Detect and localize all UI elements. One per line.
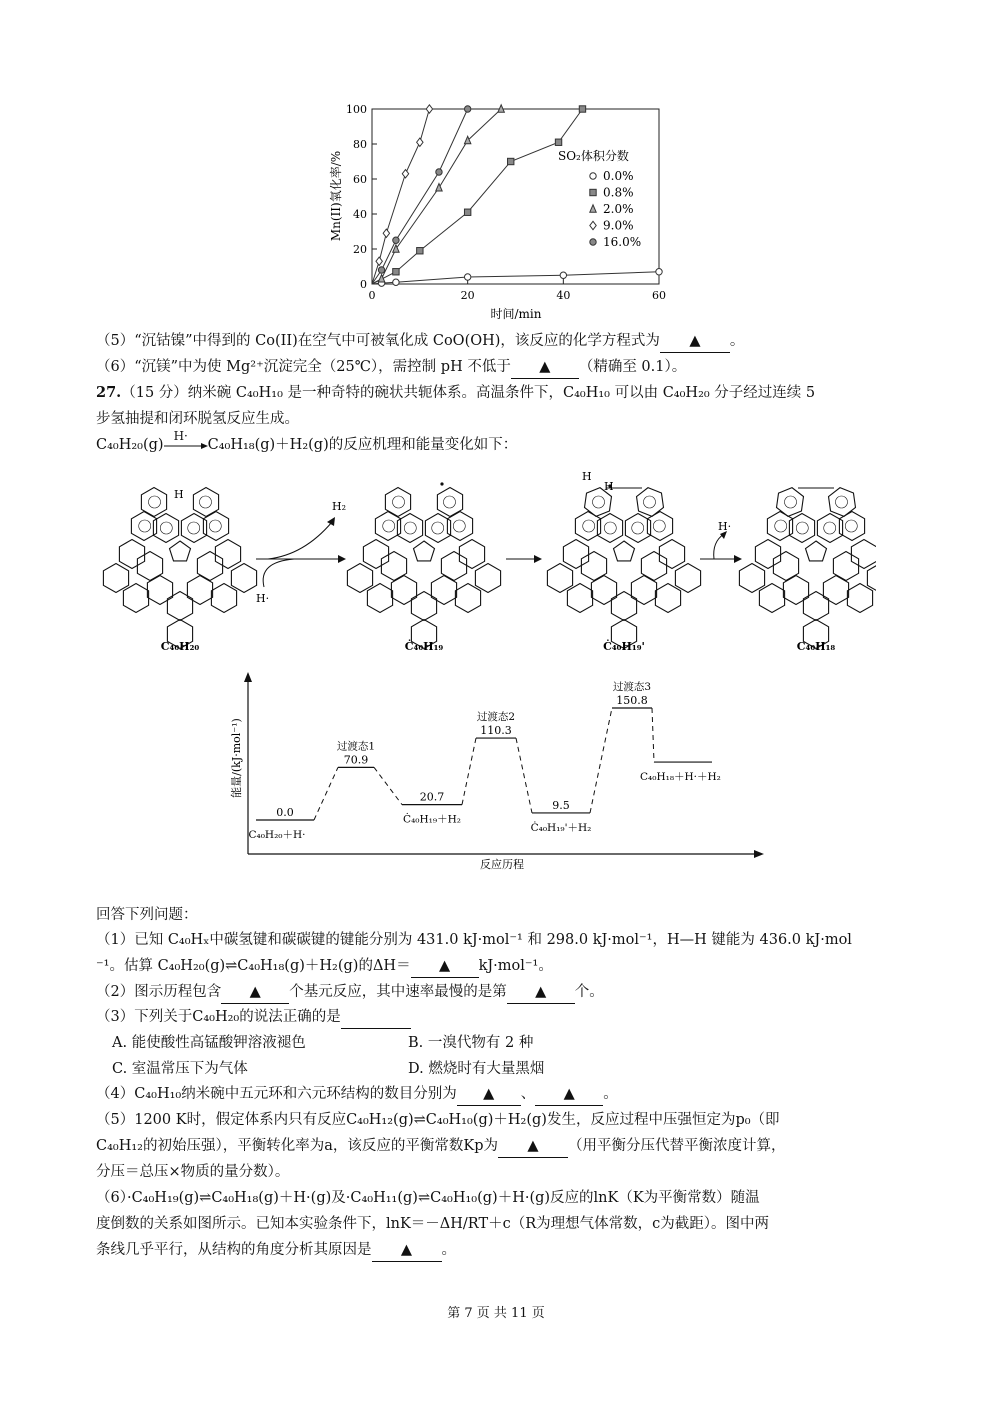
series-line (372, 272, 659, 284)
molecule-structure (739, 486, 876, 649)
energy-label: 过渡态1 (336, 740, 376, 753)
sub-q6-end: 。 (441, 1242, 456, 1258)
sub-q5-line2 (96, 1135, 786, 1158)
energy-label: Ċ₄₀H₁₉'＋H₂ (530, 821, 592, 834)
option-b[interactable]: B. 一溴代物有 2 种 (408, 1035, 534, 1051)
data-point (393, 237, 399, 243)
oxidation-chart (320, 96, 680, 324)
option-d[interactable]: D. 燃烧时有大量黑烟 (408, 1061, 545, 1077)
page-footer: 第 7 页 共 11 页 (447, 1306, 545, 1321)
answer-blank-empty[interactable] (341, 1006, 411, 1029)
energy-diagram (226, 668, 772, 874)
hdot-in-label: H· (256, 592, 270, 605)
legend-entry: 9.0% (603, 218, 634, 233)
q6-text: （6）“沉镁”中为使 Mg²⁺沉淀完全（25℃），需控制 pH 不低于 (96, 359, 511, 375)
catalyst-arrow (164, 429, 208, 449)
y-tick-label: 80 (353, 138, 367, 151)
mol-label: Ċ₄₀H₁₉' (603, 640, 645, 653)
legend-marker (590, 173, 596, 179)
data-point (376, 257, 382, 265)
h-atom-label: H (604, 480, 614, 493)
sub-q1-line2 (96, 955, 553, 978)
chart-ylabel: Mn(II)氧化率/% (329, 150, 343, 242)
answer-blank[interactable]: ▲ (457, 1083, 521, 1106)
energy-connector (462, 738, 476, 805)
legend-marker (590, 221, 596, 229)
sub-q4-line (96, 1083, 618, 1106)
energy-connector (374, 767, 402, 804)
q6-text-end: （精确至 0.1）。 (578, 359, 687, 375)
q5-line (96, 330, 744, 353)
data-point (417, 138, 423, 146)
y-tick-label: 100 (346, 103, 367, 116)
energy-value: 9.5 (552, 798, 570, 812)
sub-q4-sep: 、 (520, 1086, 536, 1102)
data-point (560, 272, 566, 278)
sub-q2-text: （2）图示历程包含 (96, 984, 222, 1000)
answer-blank[interactable]: ▲ (660, 330, 730, 353)
answer-blank[interactable]: ▲ (535, 1083, 603, 1106)
energy-value: 70.9 (343, 753, 369, 767)
data-point (464, 106, 470, 112)
answer-blank[interactable]: ▲ (221, 981, 289, 1004)
molecule-structure (347, 482, 500, 648)
x-tick-label: 60 (652, 289, 666, 302)
q5-text-end: 。 (729, 333, 745, 349)
chart-xlabel: 时间/min (490, 307, 542, 321)
energy-label: C₄₀H₂₀＋H· (248, 829, 306, 841)
legend-entry: 0.8% (603, 185, 634, 200)
legend-marker (590, 189, 596, 195)
answer-blank[interactable]: ▲ (411, 955, 479, 978)
hdot-out-arrow (714, 534, 724, 559)
data-point (555, 139, 561, 145)
product-formula: C₄₀H₁₈(g)＋H₂(g)的反应机理和能量变化如下： (207, 437, 518, 453)
q5-text: （5）“沉钴镍”中得到的 Co(II)在空气中可被氧化成 CoO(OH)，该反应的化学方程式为 (96, 333, 660, 349)
catalyst-label: H· (173, 429, 188, 443)
energy-connector (590, 708, 612, 813)
mol-label: C₄₀H₂₀ (160, 640, 200, 653)
data-point (464, 136, 470, 143)
h2-out-arrow (268, 522, 332, 559)
series-line (372, 109, 468, 284)
legend-title: SO₂体积分数 (558, 149, 629, 163)
sub-q5-line1: （5）1200 K时，假定体系内只有反应C₄₀H₁₂(g)⇌C₄₀H₁₀(g)＋H₂(g)发生，反应过程中压强恒定为p₀（即 (96, 1112, 780, 1128)
energy-connector (516, 738, 532, 813)
q6-line (96, 356, 686, 379)
data-point (464, 274, 470, 280)
answer-blank[interactable]: ▲ (498, 1135, 568, 1158)
energy-connector (314, 767, 338, 820)
data-point (383, 229, 389, 237)
data-point (393, 269, 399, 275)
energy-label: 过渡态3 (612, 681, 652, 693)
series-line (372, 109, 429, 284)
energy-value: 0.0 (276, 806, 294, 819)
data-point (508, 158, 514, 164)
data-point (579, 106, 585, 112)
series-line (372, 109, 501, 284)
data-point (436, 169, 442, 175)
x-tick-label: 20 (460, 289, 475, 302)
sub-q5-line3: 分压＝总压×物质的量分数）。 (96, 1164, 290, 1180)
data-point (656, 269, 662, 275)
molecule-structure (103, 488, 256, 649)
molecule-structure (547, 484, 700, 648)
hdot-out-label: H· (718, 520, 732, 533)
sub-q1-line1: （1）已知 C₄₀Hₓ中碳氢键和碳碳键的键能分别为 431.0 kJ·mol⁻¹ 和 298.0 kJ·mol⁻¹，H—H 键能为 436.0 kJ·mol (96, 932, 852, 948)
q27-line2: 步氢抽提和闭环脱氢反应生成。 (96, 411, 299, 427)
answer-blank[interactable]: ▲ (507, 981, 575, 1004)
mol-label: Ċ₄₀H₁₉ (404, 640, 444, 653)
h-atom-label: H (582, 470, 592, 483)
x-tick-label: 0 (368, 289, 376, 302)
data-point (464, 209, 470, 215)
energy-value: 110.3 (480, 724, 512, 738)
sub-q6-line2: 度倒数的关系如图所示。已知本实验条件下，lnK＝－ΔH/RT＋c（R为理想气体常数，c为截距）。图中两 (96, 1216, 770, 1232)
sub-q5-text: C₄₀H₁₂的初始压强），平衡转化率为a，该反应的平衡常数Kp为 (96, 1138, 498, 1154)
h-atom-label: H (174, 488, 184, 501)
q27-line3 (96, 429, 518, 456)
reactant-formula: C₄₀H₂₀(g) (96, 437, 164, 453)
data-point (402, 170, 408, 178)
x-tick-label: 40 (556, 289, 571, 302)
data-point (417, 248, 423, 254)
mol-label: C₄₀H₁₈ (796, 640, 836, 653)
mechanism-scheme (96, 462, 876, 662)
sub-q6-line1: （6）·C₄₀H₁₉(g)⇌C₄₀H₁₈(g)＋H·(g)及·C₄₀H₁₁(g)⇌C₄₀H₁₀(g)＋H·(g)反应的lnK（K为平衡常数）随温 (96, 1190, 760, 1206)
sub-q6-line3 (96, 1239, 456, 1262)
answer-intro: 回答下列问题： (96, 907, 198, 923)
energy-label: 过渡态2 (476, 711, 516, 724)
answer-blank[interactable]: ▲ (511, 356, 579, 379)
option-c[interactable]: C. 室温常压下为气体 (112, 1061, 248, 1077)
sub-q2-text-end: 个。 (574, 984, 604, 1000)
sub-q6-text: 条线几乎平行，从结构的角度分析其原因是 (96, 1242, 372, 1258)
data-point (426, 105, 432, 113)
sub-q3-text: （3）下列关于C₄₀H₂₀的说法正确的是 (96, 1009, 341, 1025)
sub-q2-text-mid: 个基元反应，其中速率最慢的是第 (289, 984, 507, 1000)
energy-xlabel: 反应历程 (480, 858, 524, 871)
sub-q2-line (96, 981, 604, 1004)
energy-value: 20.7 (419, 790, 445, 804)
y-tick-label: 60 (353, 173, 367, 186)
data-point (378, 267, 384, 273)
legend-marker (590, 205, 596, 212)
legend-marker (590, 239, 596, 245)
q27-number: 27. (96, 384, 122, 401)
y-tick-label: 20 (353, 243, 367, 256)
sub-q4-text: （4）C₄₀H₁₀纳米碗中五元环和六元环结构的数目分别为 (96, 1086, 457, 1102)
energy-connector (652, 708, 654, 762)
energy-value: 150.8 (616, 694, 648, 707)
sub-q3-line (96, 1006, 411, 1029)
data-point (393, 279, 399, 285)
legend-entry: 0.0% (603, 169, 634, 183)
y-tick-label: 40 (353, 208, 367, 221)
sub-q5-text-end: （用平衡分压代替平衡浓度计算， (568, 1138, 786, 1154)
q27-text: （15 分）纳米碗 C₄₀H₁₀ 是一种奇特的碗状共轭体系。高温条件下，C₄₀H₁₀ 可以由 C₄₀H₂₀ 分子经过连续 5 (121, 385, 816, 401)
energy-ylabel: 能量/(kJ·mol⁻¹) (230, 718, 243, 798)
legend-entry: 2.0% (603, 202, 634, 216)
legend-entry: 16.0% (603, 235, 642, 249)
option-a[interactable]: A. 能使酸性高锰酸钾溶液褪色 (112, 1035, 306, 1051)
series-line (372, 109, 582, 284)
hdot-in-arrow (263, 559, 294, 587)
y-tick-label: 0 (360, 278, 367, 291)
answer-blank[interactable]: ▲ (372, 1239, 442, 1262)
sub-q1-text: ⁻¹。估算 C₄₀H₂₀(g)⇌C₄₀H₁₈(g)＋H₂(g)的ΔH＝ (96, 958, 411, 974)
h2-label: H₂ (332, 500, 347, 513)
energy-label: C₄₀H₁₈＋H·＋H₂ (640, 771, 721, 784)
q27-line1 (96, 382, 815, 404)
energy-label: Ċ₄₀H₁₉＋H₂ (403, 813, 461, 826)
sub-q1-unit: kJ·mol⁻¹。 (478, 958, 553, 974)
sub-q4-end: 。 (603, 1086, 618, 1102)
